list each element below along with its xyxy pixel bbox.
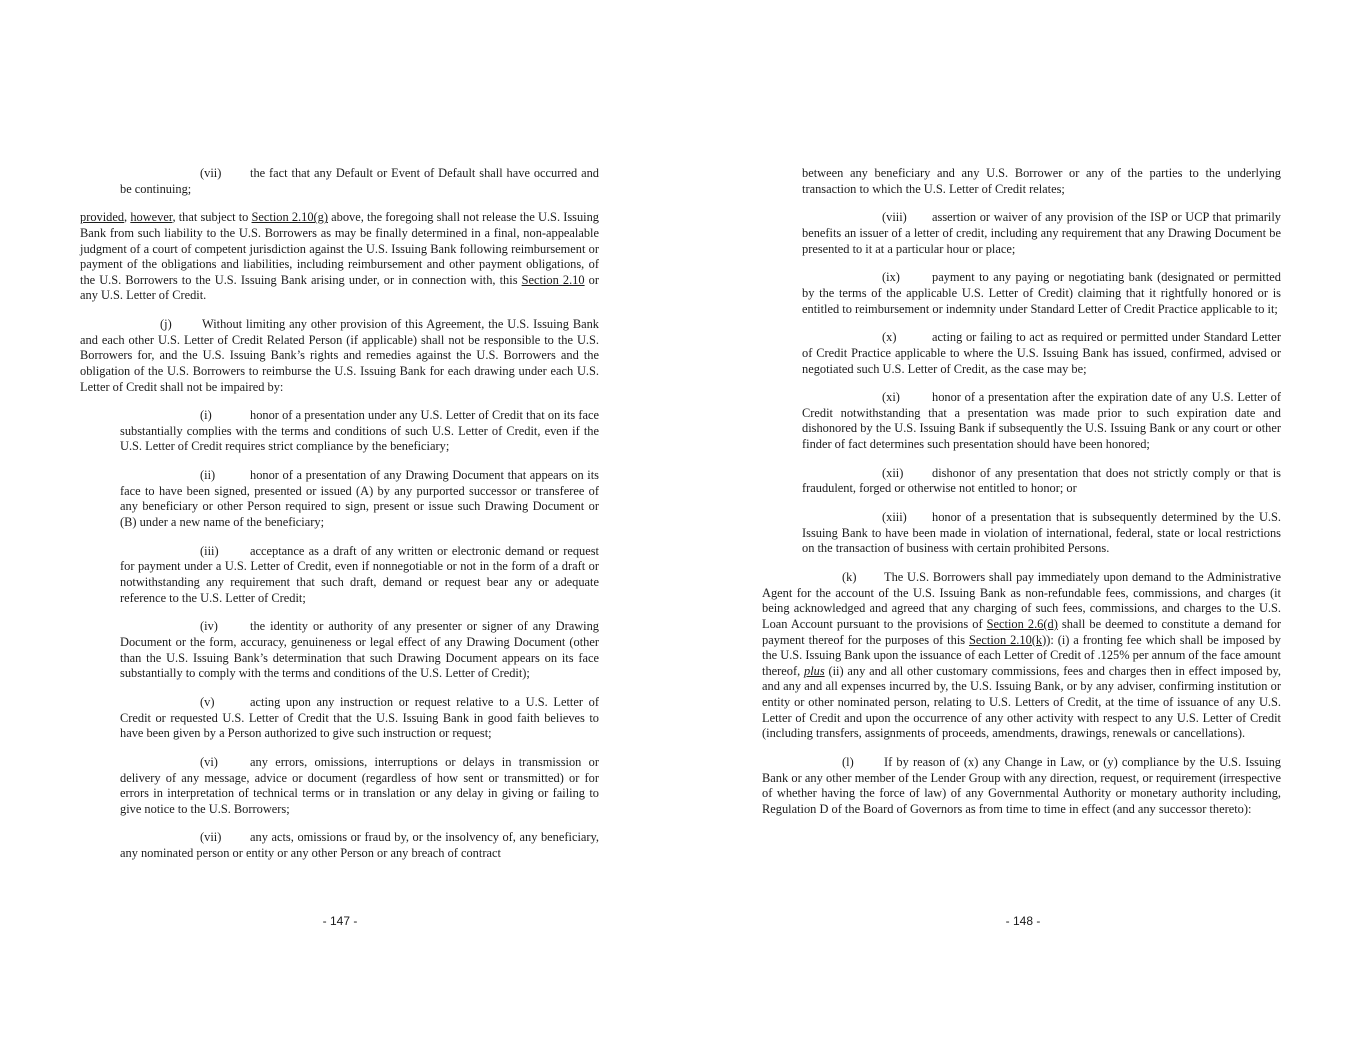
proviso-comma: , (124, 210, 131, 225)
clause-number: (viii) (882, 210, 907, 225)
clause-text: honor of a presentation that is subsequently determined by the U.S. Issuing Bank to have been made in violation of international, federal, state or local restrictions on the transaction of business with certain prohibited Persons. (802, 510, 1281, 556)
proviso-text-3: or any U.S. Letter of Credit. (80, 272, 599, 303)
clause-number: (vii) (200, 166, 222, 180)
clause-text-3: ): (i) a fronting fee which shall be imposed by the U.S. Issuing Bank upon the issuance of each Letter of Credit of .125% per annum of the face amount thereof, (762, 632, 1281, 678)
clause-number: (k) (842, 570, 857, 585)
clause-v (120, 695, 599, 742)
page-147 (80, 166, 599, 875)
clause-number: (ix) (882, 270, 900, 285)
clause-number: (x) (882, 330, 897, 345)
clause-number: (xii) (882, 465, 904, 480)
clause-text: any acts, omissions or fraud by, or the insolvency of, any beneficiary, any nominated person or entity or any other Person or any breach of contract (120, 830, 599, 861)
clause-text: acceptance as a draft of any written or electronic demand or request for payment under a U.S. Letter of Credit, even if nonnegotiable or not in the form of a draft or notwithstanding any requirement that such draft, demand or request bear any or adequate reference to the U.S. Letter of Credit; (120, 543, 599, 605)
clause-text: honor of a presentation under any U.S. Letter of Credit that on its face substantially complies with the terms and conditions of such U.S. Letter of Credit, even if the U.S. Letter of Credit requires strict compliance by the beneficiary; (120, 408, 599, 454)
clause-text-4: (ii) any and all other customary commissions, fees and charges then in effect imposed by, and any and all expenses incurred by, the U.S. Issuing Bank, or by any adviser, confirming institution or entity or other nominated person, relating to U.S. Letters of Credit, at the time of issuance of any U.S. Letter of Credit and upon the occurrence of any other activity with respect to any U.S. Letter of Credit (including transfers, assignments of proceeds, amendments, drawings, renewals or cancellations). (762, 663, 1282, 741)
section-reference: Section 2.10(g) (251, 210, 328, 225)
section-reference: Section 2.10(k) (969, 632, 1047, 647)
clause-text: the fact that any Default or Event of Default shall have occurred and be continuing; (120, 166, 599, 196)
clause-k (762, 570, 1281, 742)
clause-number: (vii) (200, 830, 222, 845)
however-term: however (130, 210, 173, 225)
proviso-paragraph (80, 210, 599, 304)
clause-text: honor of a presentation of any Drawing Document that appears on its face to have been signed, presented or issued (A) by any purported successor or transferee of any beneficiary or other Person required to sign, present or issue such Drawing Document or (B) under a new name of the beneficiary; (120, 468, 599, 530)
clause-iv (120, 619, 599, 681)
clause-xi (802, 390, 1281, 452)
clause-number: (i) (200, 408, 212, 423)
clause-number: (j) (160, 317, 172, 332)
clause-iii (120, 544, 599, 606)
clause-number: (iii) (200, 543, 219, 558)
page-number: - 148 - (1005, 914, 1041, 928)
clause-ii (120, 468, 599, 530)
clause-l (762, 755, 1281, 817)
clause-vii-default (120, 166, 599, 197)
clause-number: (l) (842, 754, 854, 769)
clause-viii (802, 210, 1281, 257)
clause-text: Without limiting any other provision of this Agreement, the U.S. Issuing Bank and each other U.S. Letter of Credit Related Person (if applicable) shall not be responsible to the U.S. Borrowers for, and the U.S. Issuing Bank’s rights and remedies against the U.S. Borrowers and the obligation of the U.S. Borrowers to reimburse the U.S. Issuing Bank for each drawing under each U.S. Letter of Credit shall not be impaired by: (80, 317, 599, 394)
clause-text: If by reason of (x) any Change in Law, or (y) compliance by the U.S. Issuing Bank or any other member of the Lender Group with any direction, request, or requirement (irrespective of whether having the force of law) of any Governmental Authority or monetary authority including, Regulation D of the Board of Governors as from time to time in effect (and any successor thereto): (762, 754, 1281, 816)
clause-number: (xi) (882, 390, 900, 405)
clause-text: acting or failing to act as required or permitted under Standard Letter of Credit Practice applicable to where the U.S. Issuing Bank has issued, confirmed, advised or negotiated such U.S. Letter of Credit, as the case may be; (802, 330, 1281, 376)
clause-number: (iv) (200, 619, 218, 634)
clause-number: (v) (200, 694, 215, 709)
section-reference: Section 2.10 (521, 272, 585, 287)
section-reference: Section 2.6(d) (986, 616, 1058, 631)
clause-text: honor of a presentation after the expiration date of any U.S. Letter of Credit notwithstanding that a presentation was made prior to such expiration date and dishonored by the U.S. Issuing Bank if subsequently the U.S. Issuing Bank or any court or other finder of fact determines such presentation should have been honored; (802, 390, 1281, 452)
page-number: - 147 - (322, 914, 358, 928)
clause-xii (802, 466, 1281, 497)
clause-vii-acts (120, 830, 599, 861)
clause-vi (120, 755, 599, 817)
proviso-text-1: , that subject to (172, 210, 252, 225)
page-148 (762, 166, 1281, 830)
clause-x (802, 330, 1281, 377)
clause-text: assertion or waiver of any provision of the ISP or UCP that primarily benefits an issuer of a letter of credit, including any requirement that any Drawing Document be presented to it at a particular hour or place; (802, 210, 1281, 256)
proviso-text-2: above, the foregoing shall not release the U.S. Issuing Bank from such liability to the U.S. Borrowers as may be finally determined in a final, non-appealable judgment of a court of competent jurisdiction against the U.S. Issuing Bank following reimbursement or payment of the obligations and liabilities, including reimbursement and other payment obligations, of the U.S. Borrowers to the U.S. Issuing Bank arising under, or in connection with, this (80, 210, 599, 287)
clause-text-2: shall be deemed to constitute a demand for payment thereof for the purposes of this (762, 616, 1282, 647)
clause-number: (ii) (200, 468, 216, 483)
clause-xiii (802, 510, 1281, 557)
clause-i (120, 408, 599, 455)
clause-text: any errors, omissions, interruptions or delays in transmission or delivery of any message, advice or document (regardless of how sent or transmitted) or for errors in interpretation of technical terms or in translation or any delay in giving or failing to give notice to the U.S. Borrowers; (120, 754, 599, 816)
clause-text: payment to any paying or negotiating bank (designated or permitted by the terms of the applicable U.S. Letter of Credit) claiming that it rightfully honored or is entitled to reimbursement or indemnity under Standard Letter of Credit Practice applicable to it; (802, 270, 1281, 316)
clause-number: (vi) (200, 754, 218, 769)
plus-term: plus (804, 663, 825, 678)
clause-text: acting upon any instruction or request relative to a U.S. Letter of Credit or requested U.S. Letter of Credit that the U.S. Issuing Bank in good faith believes to have been given by a Person authorized to give such instruction or request; (120, 694, 599, 741)
clause-number: (xiii) (882, 510, 907, 525)
provided-term: provided (80, 210, 125, 225)
clause-j (80, 317, 599, 395)
clause-text: the identity or authority of any presenter or signer of any Drawing Document or the form, accuracy, genuineness or legal effect of any Drawing Document (other than the U.S. Issuing Bank’s determination that such Drawing Document appears on its face substantially to comply with the terms and conditions of the U.S. Letter of Credit); (120, 619, 599, 681)
continued-clause-text: between any beneficiary and any U.S. Borrower or any of the parties to the underlying transaction to which the U.S. Letter of Credit relates; (802, 166, 1281, 196)
clause-text-1: The U.S. Borrowers shall pay immediately upon demand to the Administrative Agent for the account of the U.S. Issuing Bank as non-refundable fees, commissions, and charges (it being acknowledged and agreed that any charging of such fees, commissions, and charges to the U.S. Loan Account pursuant to the provisions of (762, 570, 1281, 631)
clause-ix (802, 270, 1281, 317)
clause-text: dishonor of any presentation that does not strictly comply or that is fraudulent, forged or otherwise not entitled to honor; or (802, 465, 1281, 496)
